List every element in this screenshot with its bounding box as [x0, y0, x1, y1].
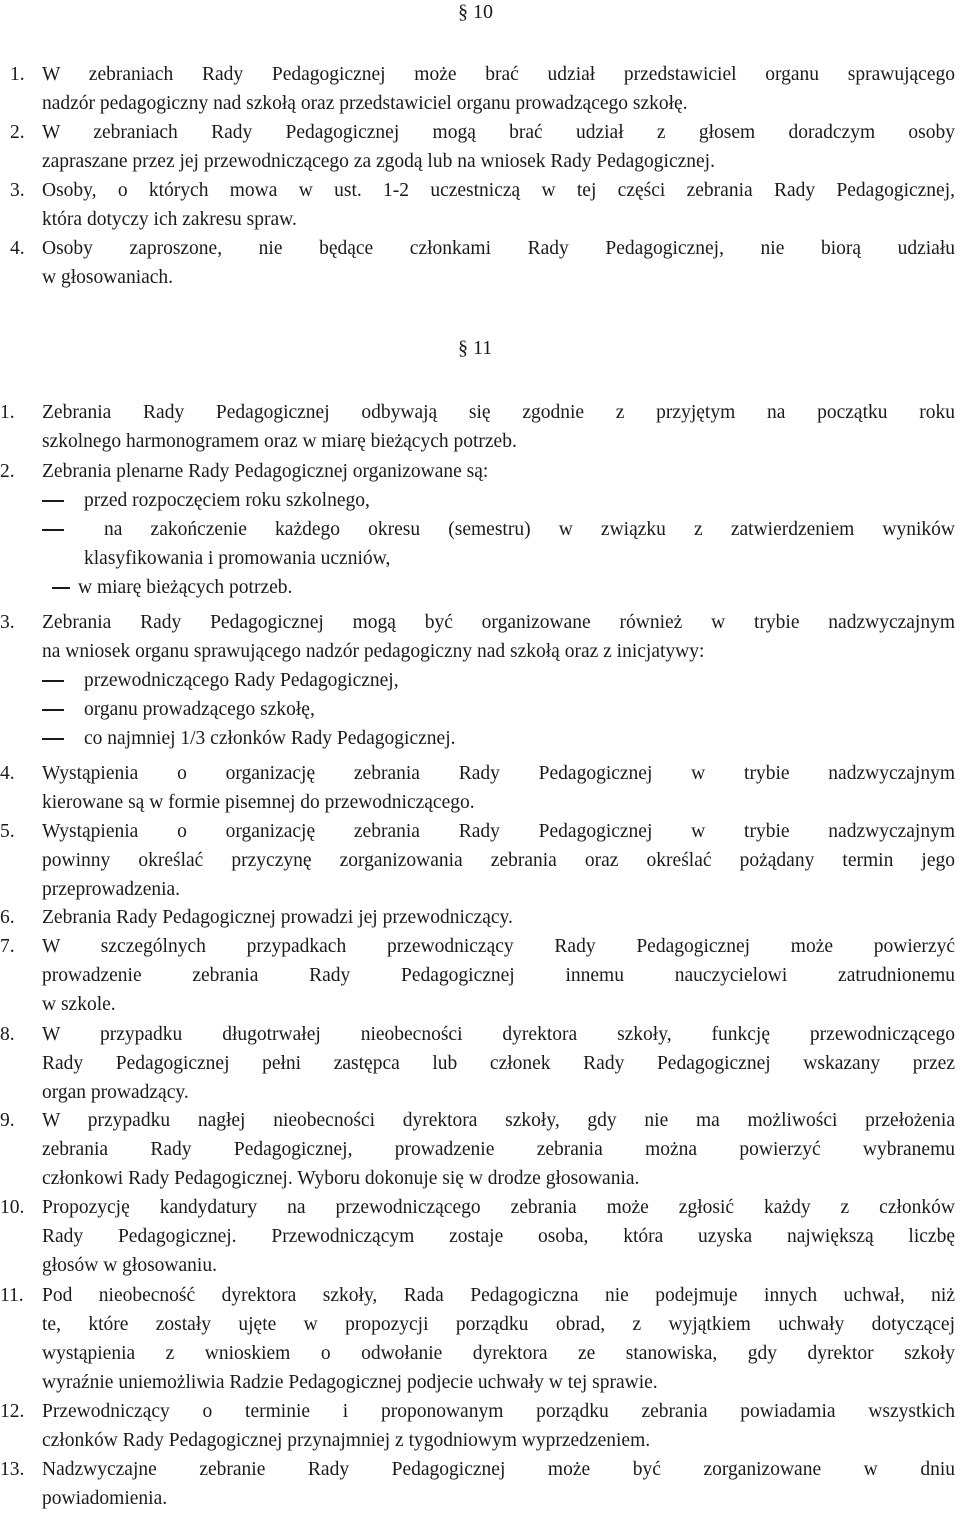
- dash-icon: [52, 587, 70, 589]
- item-text-line: wystąpienia z wnioskiem o odwołanie dyrektora ze stanowiska, gdy dyrektor szkoły: [42, 1343, 955, 1364]
- item-text-line: Pod nieobecność dyrektora szkoły, Rada Pedagogiczna nie podejmuje innych uchwał, niż: [42, 1285, 955, 1306]
- item-text-line: zebrania Rady Pedagogicznej, prowadzenie zebrania można powierzyć wybranemu: [42, 1139, 955, 1160]
- item-text-line: powiadomienia.: [42, 1488, 168, 1509]
- item-number: 3.: [0, 612, 15, 633]
- item-number: 4.: [0, 763, 15, 784]
- item-number: 5.: [0, 821, 15, 842]
- item-text-line: W zebraniach Rady Pedagogicznej mogą brać udział z głosem doradczym osoby: [42, 122, 955, 143]
- item-text-line: zapraszane przez jej przewodniczącego za zgodą lub na wniosek Rady Pedagogicznej.: [42, 151, 715, 172]
- item-text-line: członkowi Rady Pedagogicznej. Wyboru dokonuje się w drodze głosowania.: [42, 1168, 640, 1189]
- list-item: [0, 817, 955, 904]
- sub-bullet: [42, 573, 955, 602]
- item-number: 2.: [10, 122, 25, 143]
- item-text-line: Osoby, o których mowa w ust. 1-2 uczestniczą w tej części zebrania Rady Pedagogicznej,: [42, 180, 955, 201]
- item-text-line: przeprowadzenia.: [42, 879, 181, 900]
- item-text-line: Rady Pedagogicznej. Przewodniczącym zostaje osoba, która uzyska największą liczbę: [42, 1226, 955, 1247]
- sub-bullet-text: klasyfikowania i promowania uczniów,: [84, 548, 391, 569]
- item-number: 6.: [0, 907, 15, 928]
- item-text-line: W przypadku długotrwałej nieobecności dyrektora szkoły, funkcję przewodniczącego: [42, 1024, 955, 1045]
- dash-icon: [42, 500, 64, 502]
- item-text-line: W zebraniach Rady Pedagogicznej może brać udział przedstawiciel organu sprawującego: [42, 64, 955, 85]
- section-heading: § 11: [458, 337, 493, 359]
- item-text-line: w głosowaniach.: [42, 267, 174, 288]
- item-text-line: W przypadku nagłej nieobecności dyrektora szkoły, gdy nie ma możliwości przełożenia: [42, 1110, 955, 1131]
- item-number: 3.: [10, 180, 25, 201]
- list-item: [0, 457, 955, 607]
- list-item: [0, 1281, 955, 1397]
- item-text-line: szkolnego harmonogramem oraz w miarę bieżących potrzeb.: [42, 431, 517, 452]
- item-text-line: Wystąpienia o organizację zebrania Rady Pedagogicznej w trybie nadzwyczajnym: [42, 821, 955, 842]
- item-text-line: W szczególnych przypadkach przewodniczący Rady Pedagogicznej może powierzyć: [42, 936, 955, 957]
- item-text-line: głosów w głosowaniu.: [42, 1255, 217, 1276]
- item-text-line: Zebrania plenarne Rady Pedagogicznej organizowane są:: [42, 461, 489, 482]
- list-item: [10, 118, 955, 176]
- item-text-line: na wniosek organu sprawującego nadzór pedagogiczny nad szkołą oraz z inicjatywy:: [42, 641, 705, 662]
- list-item: [10, 176, 955, 234]
- sub-bullet: [42, 486, 955, 515]
- item-number: 4.: [10, 238, 25, 259]
- sub-bullet-text: na zakończenie każdego okresu (semestru) w związku z zatwierdzeniem wyników: [104, 519, 955, 540]
- item-number: 2.: [0, 461, 15, 482]
- item-text-line: członków Rady Pedagogicznej przynajmniej z tygodniowym wyprzedzeniem.: [42, 1430, 651, 1451]
- dash-icon: [42, 709, 64, 711]
- item-text-line: prowadzenie zebrania Rady Pedagogicznej innemu nauczycielowi zatrudnionemu: [42, 965, 955, 986]
- sub-bullet-text: co najmniej 1/3 członków Rady Pedagogicznej.: [84, 728, 456, 749]
- sub-bullet: [42, 666, 955, 695]
- list-item: [0, 932, 955, 1019]
- item-text-line: Wystąpienia o organizację zebrania Rady Pedagogicznej w trybie nadzwyczajnym: [42, 763, 955, 784]
- item-text-line: te, które zostały ujęte w propozycji porządku obrad, z wyjątkiem uchwały dotyczącej: [42, 1314, 955, 1335]
- item-text-line: Przewodniczący o terminie i proponowanym porządku zebrania powiadamia wszystkich: [42, 1401, 955, 1422]
- item-text-line: Rady Pedagogicznej pełni zastępca lub członek Rady Pedagogicznej wskazany przez: [42, 1053, 955, 1074]
- list-item: [10, 234, 955, 292]
- list-item: [0, 1020, 955, 1107]
- list-item: [0, 398, 955, 456]
- item-number: 1.: [10, 64, 25, 85]
- list-item: [0, 1397, 955, 1455]
- sub-bullet: [42, 515, 955, 573]
- item-text-line: powinny określać przyczynę zorganizowania zebrania oraz określać pożądany termin jego: [42, 850, 955, 871]
- item-text-line: Nadzwyczajne zebranie Rady Pedagogicznej może być zorganizowane w dniu: [42, 1459, 955, 1480]
- item-number: 9.: [0, 1110, 15, 1131]
- item-text-line: Zebrania Rady Pedagogicznej odbywają się zgodnie z przyjętym na początku roku: [42, 402, 955, 423]
- item-text-line: organ prowadzący.: [42, 1082, 189, 1103]
- item-number: 1.: [0, 402, 15, 423]
- item-number: 8.: [0, 1024, 15, 1045]
- sub-bullet-text: organu prowadzącego szkołę,: [84, 699, 315, 720]
- item-text-line: Zebrania Rady Pedagogicznej prowadzi jej przewodniczący.: [42, 907, 513, 928]
- list-item: [0, 1193, 955, 1280]
- sub-bullet: [42, 724, 955, 753]
- dash-icon: [42, 738, 64, 740]
- sub-bullet-text: przed rozpoczęciem roku szkolnego,: [84, 490, 370, 511]
- sub-bullet: [42, 695, 955, 724]
- item-text-line: wyraźnie uniemożliwia Radzie Pedagogicznej podjecie uchwały w tej sprawie.: [42, 1372, 658, 1393]
- item-text-line: nadzór pedagogiczny nad szkołą oraz przedstawiciel organu prowadzącego szkołę.: [42, 93, 688, 114]
- list-item: [0, 1455, 955, 1513]
- item-number: 10.: [0, 1197, 25, 1218]
- item-number: 11.: [0, 1285, 24, 1306]
- list-item: [0, 1106, 955, 1193]
- item-number: 12.: [0, 1401, 25, 1422]
- item-text-line: w szkole.: [42, 994, 116, 1015]
- item-text-line: Propozycję kandydatury na przewodniczącego zebrania może zgłosić każdy z członków: [42, 1197, 955, 1218]
- item-text-line: Osoby zaproszone, nie będące członkami Rady Pedagogicznej, nie biorą udziału: [42, 238, 955, 259]
- list-item: [0, 759, 955, 817]
- list-item: [0, 903, 955, 932]
- section-heading: § 10: [458, 1, 493, 23]
- dash-icon: [42, 680, 64, 682]
- item-text-line: Zebrania Rady Pedagogicznej mogą być organizowane również w trybie nadzwyczajnym: [42, 612, 955, 633]
- sub-bullet-text: w miarę bieżących potrzeb.: [78, 577, 293, 598]
- item-text-line: która dotyczy ich zakresu spraw.: [42, 209, 297, 230]
- sub-bullet-text: przewodniczącego Rady Pedagogicznej,: [84, 670, 399, 691]
- dash-icon: [42, 529, 64, 531]
- list-item: [0, 608, 955, 753]
- item-text-line: kierowane są w formie pisemnej do przewodniczącego.: [42, 792, 475, 813]
- item-number: 13.: [0, 1459, 25, 1480]
- item-number: 7.: [0, 936, 15, 957]
- list-item: [10, 60, 955, 118]
